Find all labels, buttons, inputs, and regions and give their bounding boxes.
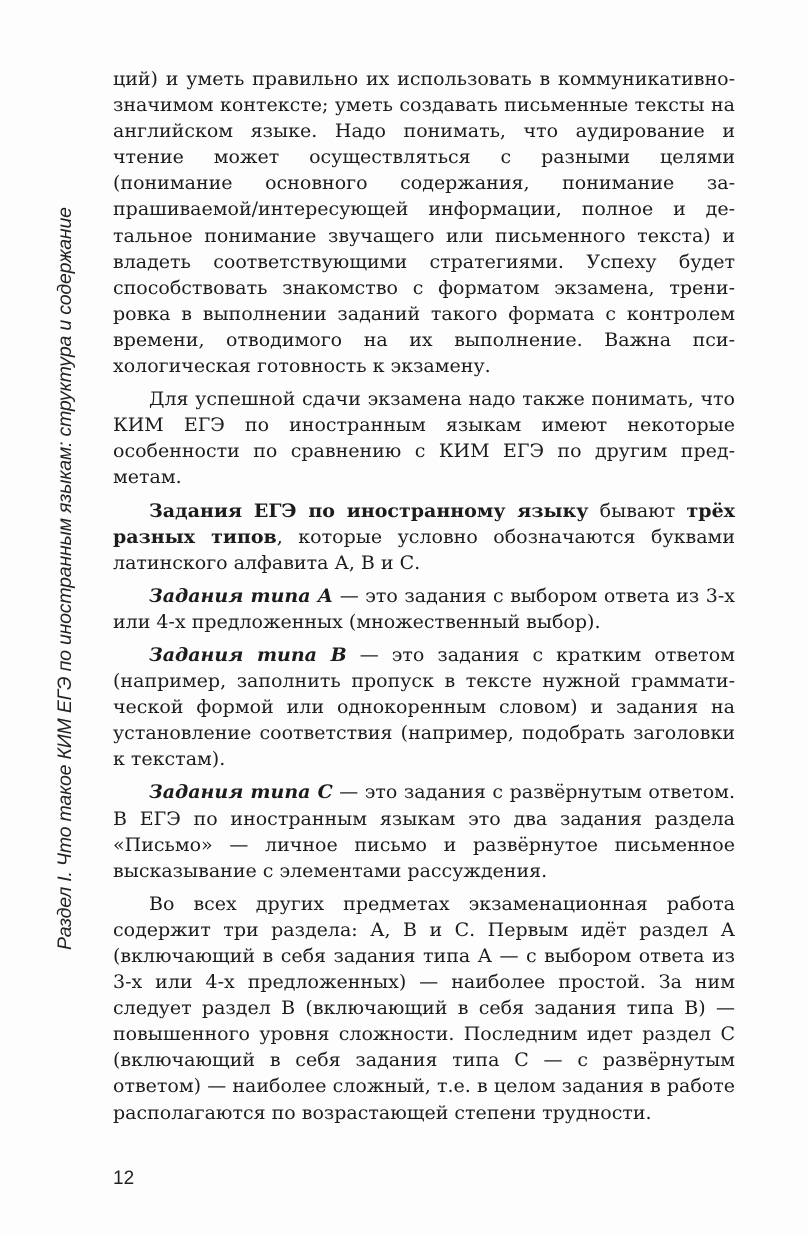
- bold-phrase-three-types: трёх разных типов: [113, 499, 735, 548]
- paragraph-6-text: — это задания с развёрнутым ответом. В ЕГЭ по иностранным языкам это два задания раздела «Письмо» — личное письмо и развёрнутое письменное высказывание с элементами рассуждения.: [113, 781, 736, 882]
- paragraph-3-text-2: , которые условно обозначаются буквами латинского алфавита А, В и С.: [113, 525, 735, 574]
- term-type-b: Задания типа В: [149, 643, 347, 666]
- paragraph-4-text: — это задания с выбором ответа из 3-х или 4-х предложенных (множественный выбор).: [113, 584, 736, 633]
- paragraph-3: [113, 498, 735, 576]
- paragraph-3-text-1: бывают: [588, 499, 687, 522]
- paragraph-2: Для успешной сдачи экзамена надо также понимать, что КИМ ЕГЭ по иностранным языкам имеют некоторые особенности по сравнению с КИМ ЕГЭ по другим предметам.: [113, 388, 735, 489]
- paragraph-6: [113, 779, 735, 883]
- body-text: [113, 66, 735, 1133]
- section-sidebar-caption: Раздел I. Что такое КИМ ЕГЭ по иностранным языкам: структура и содержание: [54, 207, 76, 950]
- page-number: 12: [113, 1168, 135, 1189]
- paragraph-1: ций) и уметь правильно их использовать в коммуникативно-значимом контексте; уметь создавать письменные тексты на английском языке. Надо понимать, что аудирование и чтение может осуществляться с разными целями (понимание основного содержания, понимание запрашиваемой/интересующей информации, полное и детальное понимание звучащего или письменного текста) и владеть соответствующими стратегиями. Успеху будет способствовать знакомство с форматом экзамена, тренировка в выполнении заданий такого формата с контролем времени, отводимого на их выполнение. Важна психологическая готовность к экзамену.: [113, 68, 735, 378]
- bold-phrase-tasks: Задания ЕГЭ по иностранному языку: [149, 499, 589, 522]
- term-type-a: Задания типа А: [149, 584, 334, 607]
- paragraph-5: [113, 642, 735, 772]
- paragraph-4: [113, 583, 735, 635]
- term-type-c: Задания типа С: [149, 781, 333, 804]
- paragraph-7: Во всех других предметах экзаменационная работа содержит три раздела: А, В и С. Первым идёт раздел А (включающий в себя задания типа А — с выбором ответа из 3-х или 4-х предложенных) — наиболее простой. За ним следует раздел В (включающий в себя задания типа В) — повышенного уровня сложности. Последним идет раздел С (включающий в себя задания типа С — с развёрнутым ответом) — наиболее сложный, т.е. в целом задания в работе располагаются по возрастающей степени трудности.: [113, 892, 735, 1124]
- paragraph-5-text: — это задания с кратким ответом (например, заполнить пропуск в тексте нужной грамматической формой или однокоренным словом) и задания на установление соответствия (например, подобрать заголовки к текстам).: [113, 643, 735, 771]
